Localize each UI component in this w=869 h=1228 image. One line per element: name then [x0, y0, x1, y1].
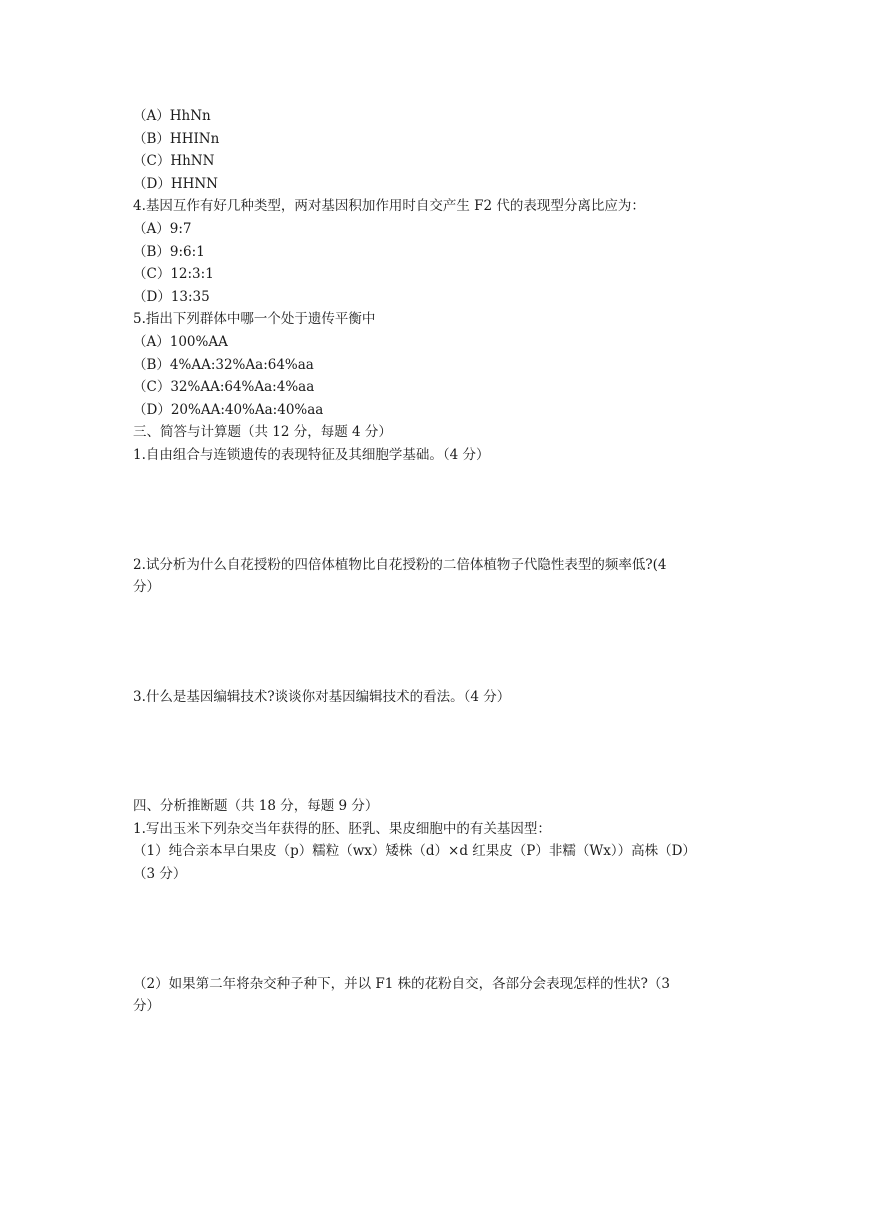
s3-question-3: 3.什么是基因编辑技术?谈谈你对基因编辑技术的看法。（4 分）	[133, 688, 511, 705]
question-5	[133, 308, 743, 421]
q4-option-d: （D）13:35	[133, 288, 210, 305]
q3-option-d: （D）HHNN	[133, 175, 218, 192]
exam-content	[133, 105, 743, 1018]
answer-space	[133, 886, 743, 973]
q5-option-b: （B）4%AA:32%Aa:64%aa	[133, 356, 314, 373]
q4-option-a: （A）9:7	[133, 220, 192, 237]
answer-space	[133, 467, 743, 554]
s3-question-2-line-1: 2.试分析为什么自花授粉的四倍体植物比自花授粉的二倍体植物子代隐性表型的频率低?(4	[133, 556, 667, 573]
section-3-heading: 三、简答与计算题（共 12 分，每题 4 分）	[133, 424, 392, 441]
q3-option-a: （A）HhNn	[133, 108, 211, 124]
q4-stem: 4.基因互作有好几种类型，两对基因积加作用时自交产生 F2 代的表现型分离比应为：	[133, 198, 645, 215]
q5-stem: 5.指出下列群体中哪一个处于遗传平衡中	[133, 311, 376, 328]
section-3	[133, 421, 743, 795]
s4-question-1-part-2-line-1: （2）如果第二年将杂交种子种下，并以 F1 株的花粉自交，各部分会表现怎样的性状?（3	[133, 975, 670, 992]
s4-question-1-part-1-line-2: （3 分）	[133, 866, 187, 883]
s4-question-1-part-2-line-2: 分）	[133, 998, 160, 1015]
section-4-heading: 四、分析推断题（共 18 分，每题 9 分）	[133, 798, 379, 815]
q3-options	[133, 105, 743, 195]
answer-space	[133, 599, 743, 686]
question-4	[133, 195, 743, 308]
q4-option-c: （C）12:3:1	[133, 266, 214, 283]
q3-option-b: （B）HHINn	[133, 130, 220, 147]
q5-option-c: （C）32%AA:64%Aa:4%aa	[133, 379, 315, 396]
s3-question-1: 1.自由组合与连锁遗传的表现特征及其细胞学基础。（4 分）	[133, 446, 490, 463]
answer-space	[133, 708, 743, 795]
q3-option-c: （C）HhNN	[133, 153, 215, 170]
s3-question-2-line-2: 分）	[133, 579, 160, 596]
q5-option-a: （A）100%AA	[133, 333, 228, 350]
section-4	[133, 795, 743, 1018]
s4-question-1-part-1-line-1: （1）纯合亲本早白果皮（p）糯粒（wx）矮株（d）×d 红果皮（P）非糯（Wx））高株（D）	[133, 843, 696, 860]
q5-option-d: （D）20%AA:40%Aa:40%aa	[133, 401, 324, 418]
s4-question-1-stem: 1.写出玉米下列杂交当年获得的胚、胚乳、果皮细胞中的有关基因型：	[133, 820, 551, 837]
q4-option-b: （B）9:6:1	[133, 243, 205, 260]
